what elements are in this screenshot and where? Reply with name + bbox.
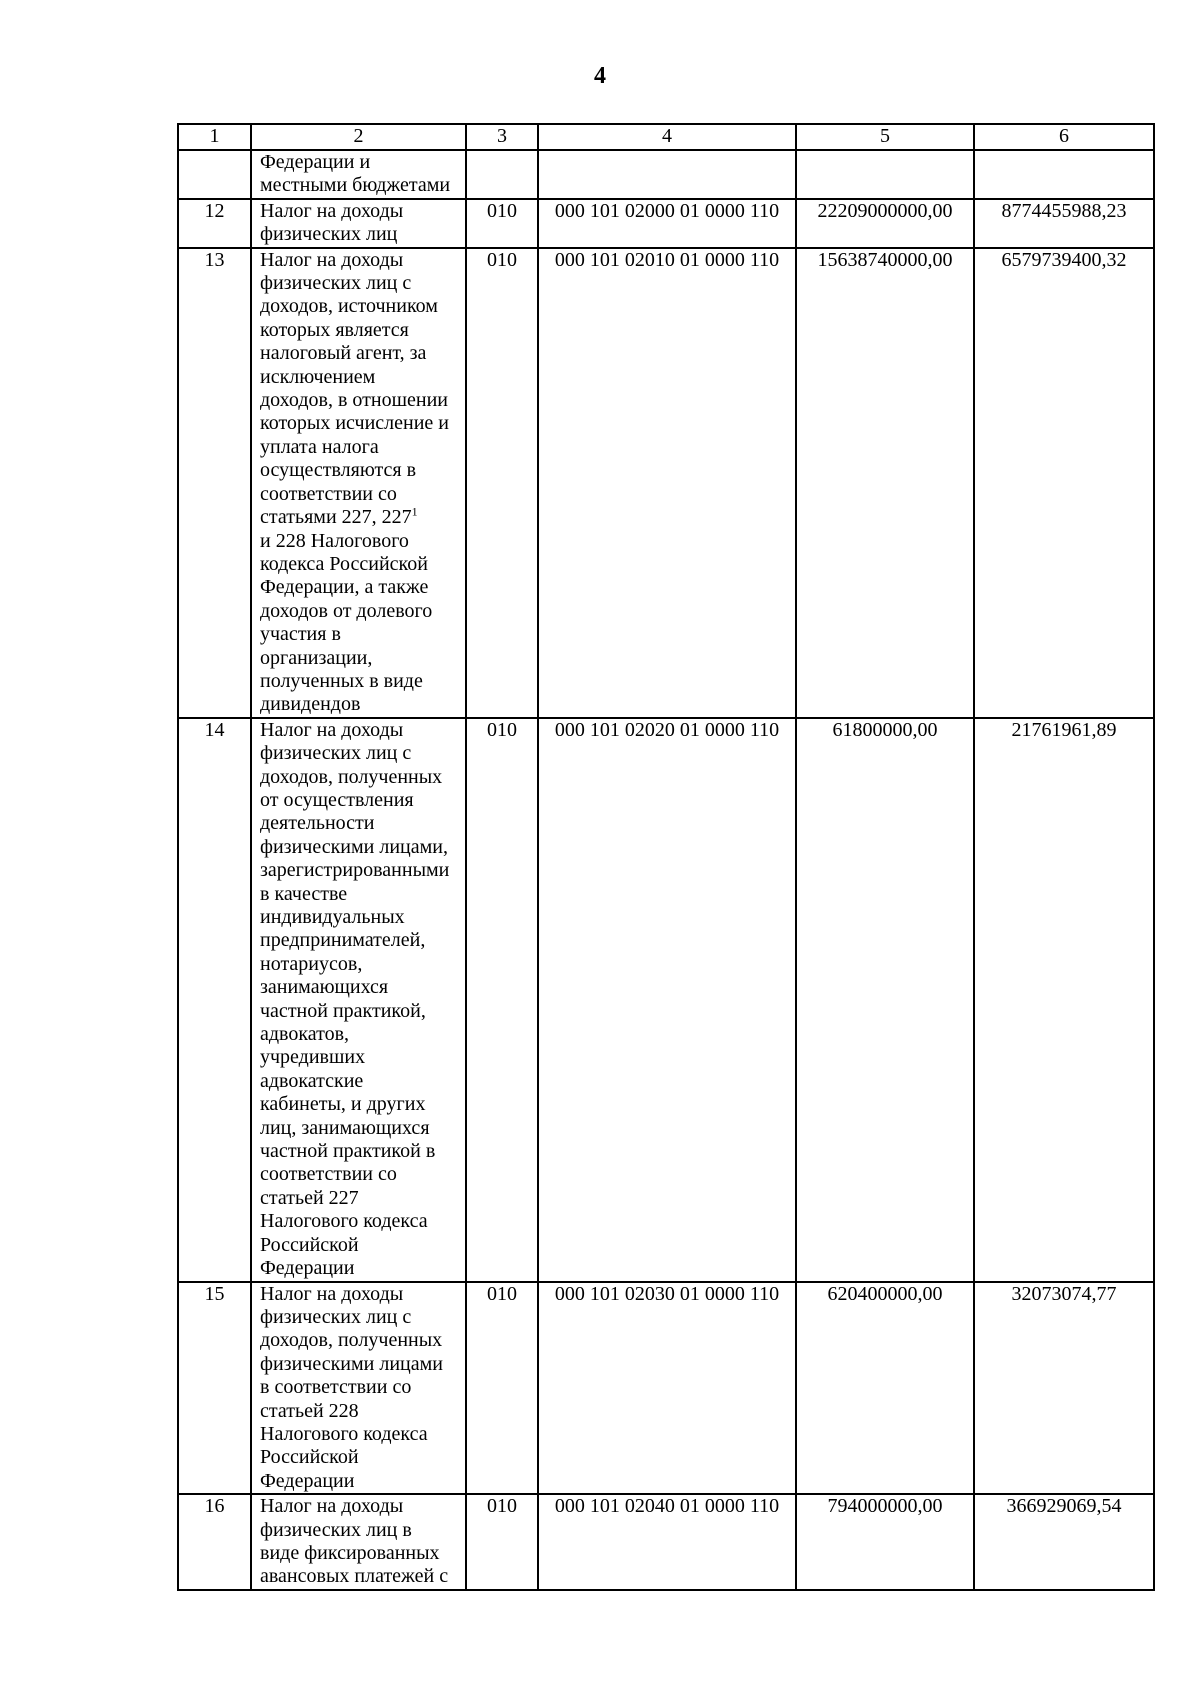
income-name-line: доходов, полученных <box>260 1329 443 1352</box>
table-row <box>178 199 1154 248</box>
income-name-line: организации, <box>260 646 373 669</box>
income-name-line: физическими лицами, <box>260 835 448 858</box>
actual-amount-cell: 366929069,54 <box>974 1494 1154 1590</box>
income-name-line: в качестве <box>260 882 348 905</box>
income-name-line: Федерации и <box>260 151 371 173</box>
income-name-line: статьей 228 <box>260 1399 359 1422</box>
column-number: 4 <box>538 124 796 150</box>
income-name-line: которых исчисление и <box>260 412 450 435</box>
income-name-line: Налогового кодекса <box>260 1210 428 1233</box>
table-row <box>178 1282 1154 1495</box>
planned-amount-cell: 794000000,00 <box>796 1494 974 1590</box>
column-number: 5 <box>796 124 974 150</box>
line-code-cell: 010 <box>466 718 538 1282</box>
income-name-line: осуществляются в <box>260 459 417 482</box>
income-name-line: частной практикой, <box>260 999 426 1022</box>
budget-classification-code-cell: 000 101 02000 01 0000 110 <box>538 199 796 248</box>
income-name-line: физических лиц с <box>260 1305 412 1328</box>
income-name-line: от осуществления <box>260 788 414 811</box>
income-name-line <box>260 506 463 529</box>
planned-amount-cell: 15638740000,00 <box>796 248 974 718</box>
article-superscript: 1 <box>411 504 418 519</box>
budget-classification-code-cell: 000 101 02030 01 0000 110 <box>538 1282 796 1495</box>
row-number-cell: 14 <box>178 718 251 1282</box>
income-name-line: доходов, полученных <box>260 765 443 788</box>
income-name-line: полученных в виде <box>260 669 423 692</box>
column-number: 1 <box>178 124 251 150</box>
column-number: 2 <box>251 124 466 150</box>
income-name-line: которых является <box>260 318 409 341</box>
income-name-line: дивидендов <box>260 693 361 716</box>
budget-classification-code-cell: 000 101 02020 01 0000 110 <box>538 718 796 1282</box>
line-code-cell <box>466 150 538 199</box>
column-number: 3 <box>466 124 538 150</box>
income-name-line: участия в <box>260 623 341 646</box>
income-name-line: предпринимателей, <box>260 929 426 952</box>
row-number-cell: 15 <box>178 1282 251 1495</box>
planned-amount-cell: 620400000,00 <box>796 1282 974 1495</box>
income-name-line: нотариусов, <box>260 952 363 975</box>
planned-amount-cell: 61800000,00 <box>796 718 974 1282</box>
actual-amount-cell: 8774455988,23 <box>974 199 1154 248</box>
actual-amount-cell: 21761961,89 <box>974 718 1154 1282</box>
actual-amount-cell: 6579739400,32 <box>974 248 1154 718</box>
table-row <box>178 150 1154 199</box>
income-name-line: Налог на доходы <box>260 248 404 271</box>
table-row <box>178 248 1154 718</box>
income-name-line: виде фиксированных <box>260 1541 440 1564</box>
table-body <box>178 124 1154 1590</box>
line-code-cell: 010 <box>466 1282 538 1495</box>
row-number-cell: 16 <box>178 1494 251 1590</box>
income-name-line: деятельности <box>260 812 375 835</box>
income-name-line: авансовых платежей с <box>260 1565 449 1588</box>
income-name-line: занимающихся <box>260 976 389 999</box>
income-name-line: физических лиц с <box>260 272 412 295</box>
income-name-line: Налог на доходы <box>260 1495 404 1518</box>
income-name-line: физических лиц <box>260 223 398 246</box>
income-name-line: налоговый агент, за <box>260 342 427 365</box>
income-name-line: индивидуальных <box>260 906 405 928</box>
actual-amount-cell <box>974 150 1154 199</box>
income-name-line: местными бюджетами <box>260 174 451 197</box>
budget-classification-code-cell: 000 101 02040 01 0000 110 <box>538 1494 796 1590</box>
planned-amount-cell: 22209000000,00 <box>796 199 974 248</box>
budget-classification-code-cell <box>538 150 796 199</box>
income-name-line: Налог на доходы <box>260 718 404 741</box>
income-name-line: Российской <box>260 1446 359 1469</box>
income-name-line: Налог на доходы <box>260 199 404 222</box>
income-name-line: физическими лицами <box>260 1352 443 1375</box>
income-name-line: исключением <box>260 365 376 388</box>
budget-classification-code-cell: 000 101 02010 01 0000 110 <box>538 248 796 718</box>
income-name-line: соответствии со <box>260 482 397 505</box>
income-name-line: уплата налога <box>260 435 379 458</box>
income-name-cell <box>251 1282 466 1495</box>
column-number: 6 <box>974 124 1154 150</box>
income-name-line: частной практикой в <box>260 1140 436 1163</box>
income-name-line: Федерации, а также <box>260 576 429 599</box>
row-number-cell: 12 <box>178 199 251 248</box>
income-name-line: статьей 227 <box>260 1186 359 1209</box>
income-name-line: доходов, в отношении <box>260 389 448 412</box>
income-name-line: Федерации <box>260 1257 355 1280</box>
income-name-cell <box>251 718 466 1282</box>
income-name-line: и 228 Налогового <box>260 529 409 552</box>
income-name-cell <box>251 1494 466 1590</box>
income-name-line: кабинеты, и других <box>260 1093 426 1116</box>
revenue-table <box>177 123 1155 1591</box>
income-name-text: статьями 227, 227 <box>260 506 412 529</box>
income-name-cell <box>251 248 466 718</box>
table-row <box>178 718 1154 1282</box>
line-code-cell: 010 <box>466 248 538 718</box>
income-name-line: адвокатов, <box>260 1023 350 1046</box>
income-name-line: соответствии со <box>260 1163 397 1186</box>
planned-amount-cell <box>796 150 974 199</box>
income-name-line: в соответствии со <box>260 1376 412 1399</box>
income-name-cell <box>251 199 466 248</box>
row-number-cell <box>178 150 251 199</box>
income-name-line: доходов, источником <box>260 295 438 318</box>
income-name-line: кодекса Российской <box>260 552 428 575</box>
income-name-line: Российской <box>260 1233 359 1256</box>
income-name-line: адвокатские <box>260 1069 364 1092</box>
income-name-line: зарегистрированными <box>260 859 450 882</box>
income-name-line: физических лиц с <box>260 742 412 765</box>
page-number: 4 <box>594 63 606 89</box>
table-row <box>178 1494 1154 1590</box>
column-number-row <box>178 124 1154 150</box>
income-name-line: Федерации <box>260 1469 355 1492</box>
income-name-line: физических лиц в <box>260 1518 412 1541</box>
row-number-cell: 13 <box>178 248 251 718</box>
line-code-cell: 010 <box>466 199 538 248</box>
income-name-line: Налог на доходы <box>260 1282 404 1305</box>
actual-amount-cell: 32073074,77 <box>974 1282 1154 1495</box>
income-name-cell <box>251 150 466 199</box>
income-name-line: доходов от долевого <box>260 599 433 622</box>
income-name-line: лиц, занимающихся <box>260 1116 430 1139</box>
income-name-line: Налогового кодекса <box>260 1422 428 1445</box>
line-code-cell: 010 <box>466 1494 538 1590</box>
income-name-line: учредивших <box>260 1046 366 1069</box>
